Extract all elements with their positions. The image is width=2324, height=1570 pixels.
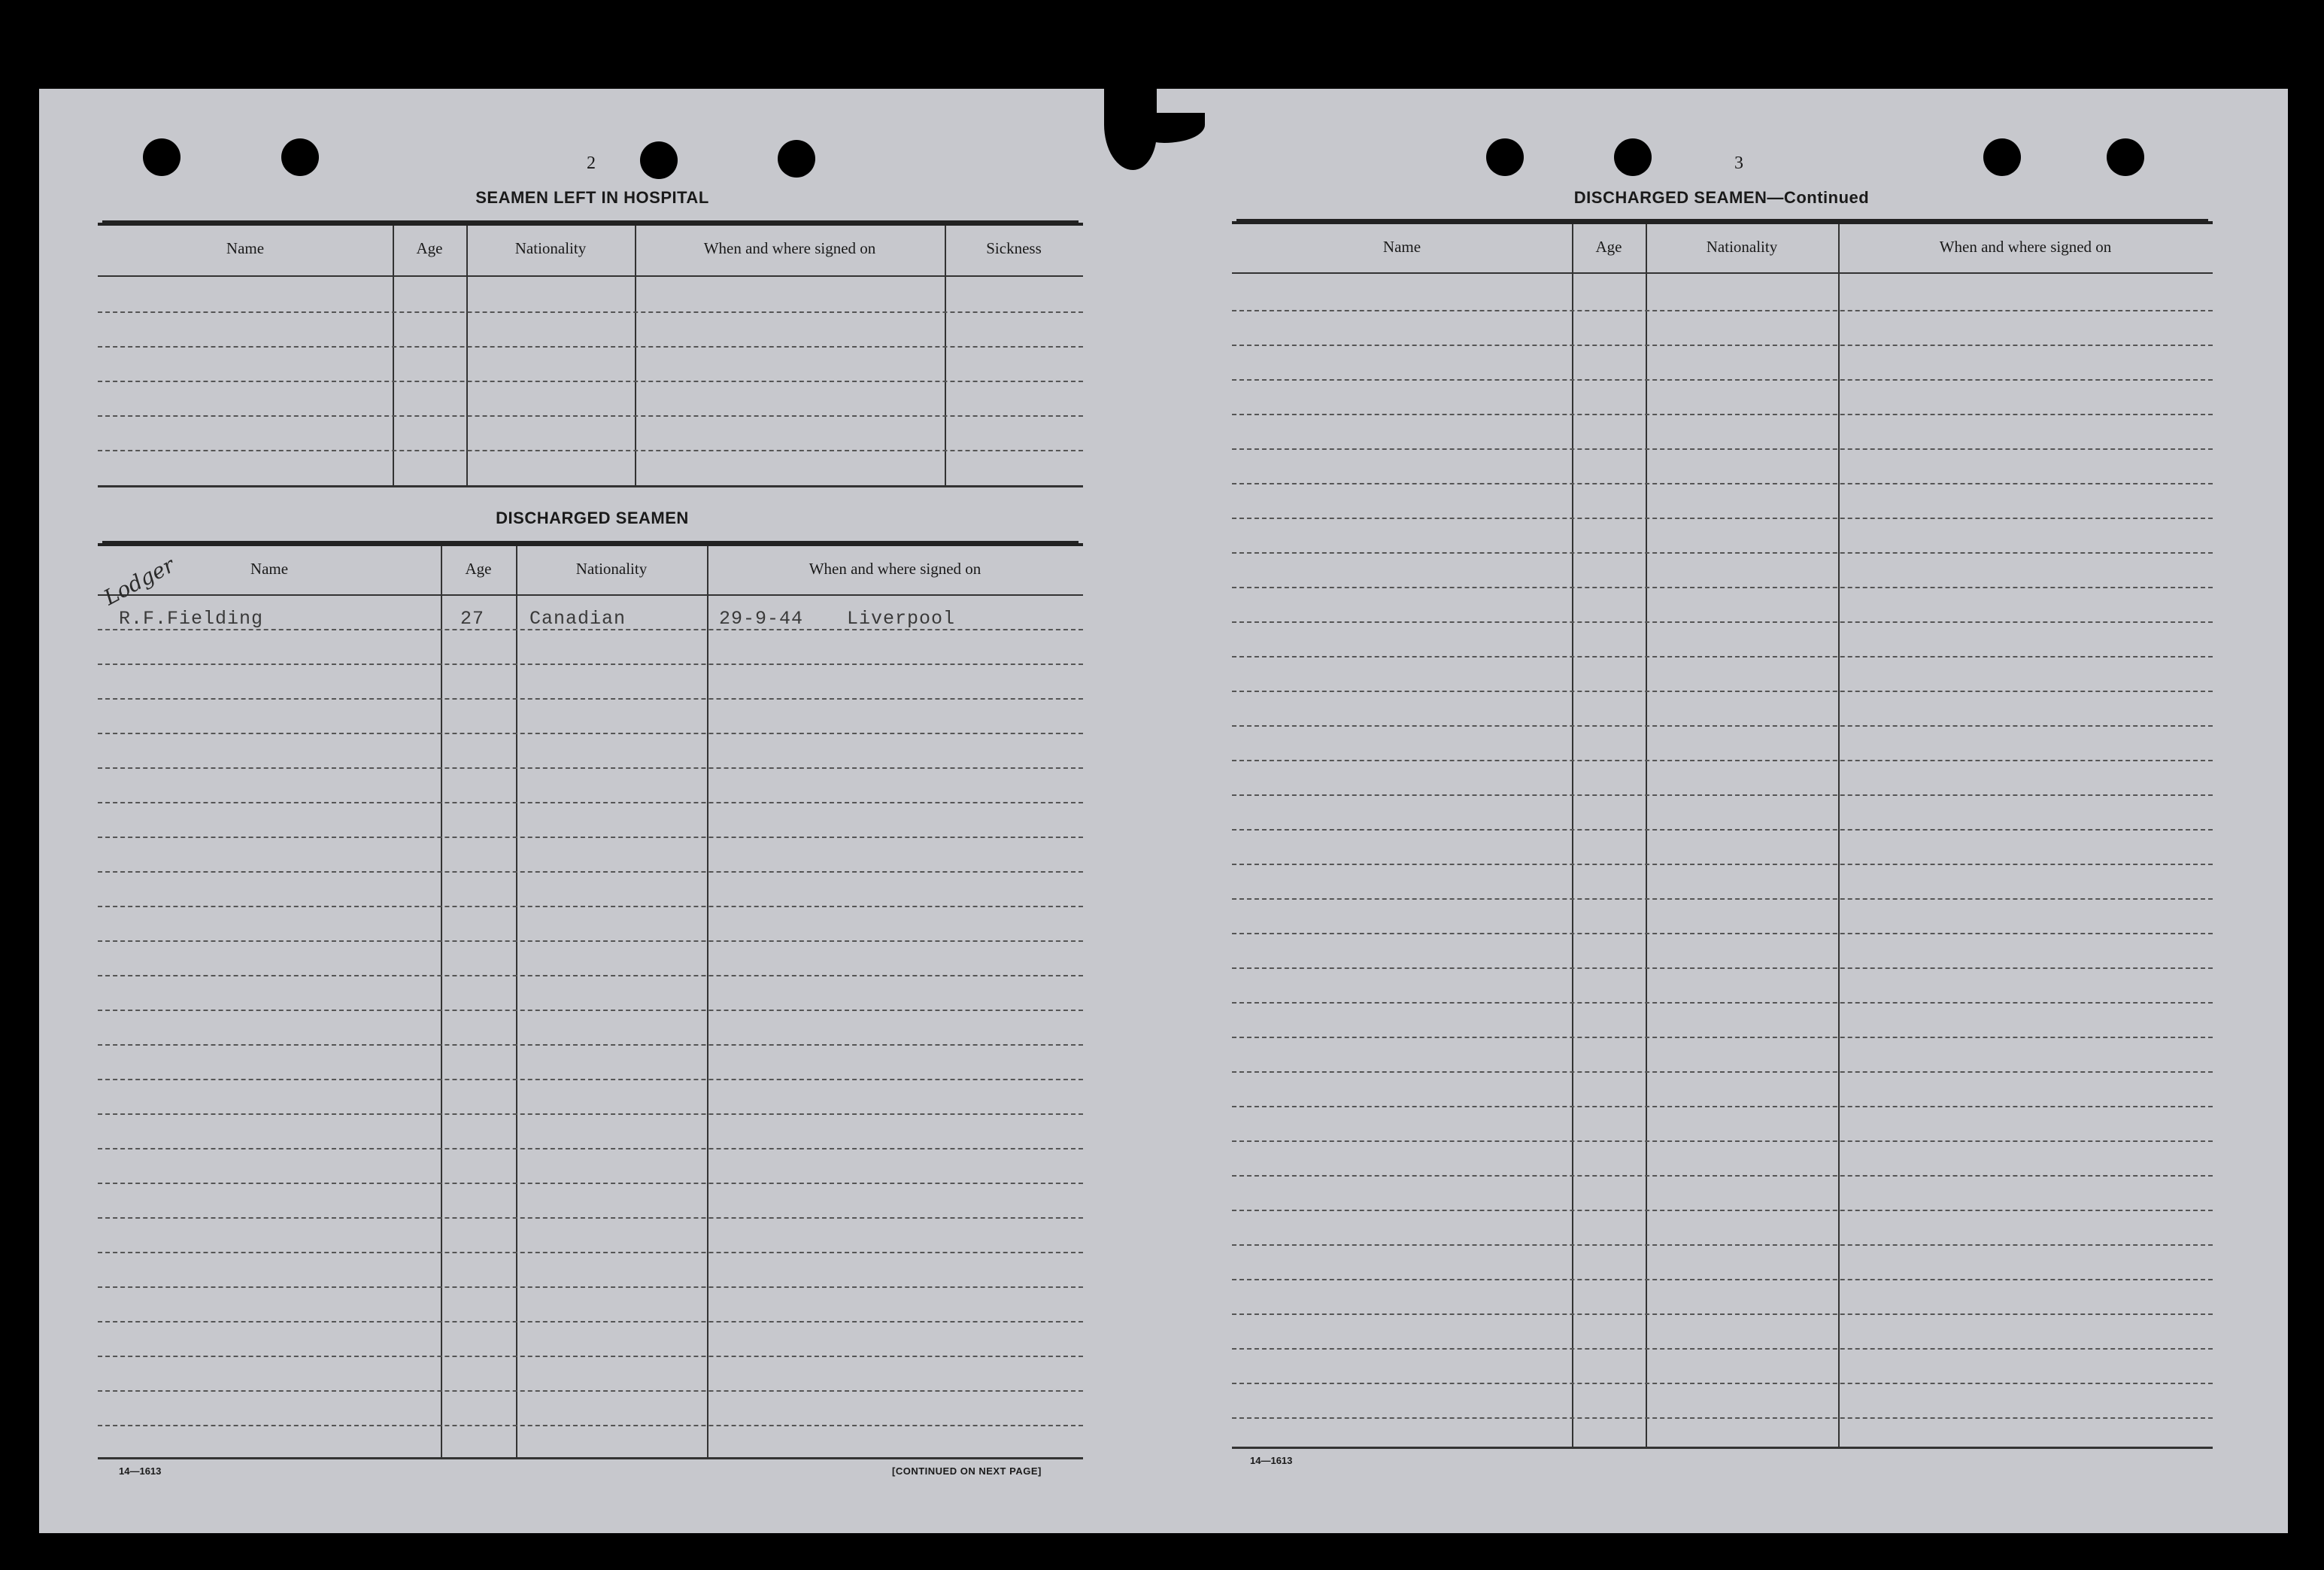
table-row [98,1183,1083,1184]
punch-hole [143,138,181,176]
table-row [98,837,1083,838]
table-row [1232,760,2213,761]
entry-age: 27 [460,608,485,630]
table-row [98,1010,1083,1011]
right-col-name: Name [1382,238,1421,256]
entry-name: R.F.Fielding [119,608,264,630]
table-row [98,975,1083,976]
table-row [1232,1175,2213,1177]
table-row [98,346,1083,348]
hospital-col-signed-on: When and where signed on [703,239,876,257]
table-row [1232,829,2213,831]
table-row [1232,794,2213,796]
right-section-title: DISCHARGED SEAMEN—Continued [1573,188,1870,207]
table-row [1232,1140,2213,1142]
table-row [98,940,1083,942]
hospital-col-name: Name [226,239,265,257]
punch-hole [778,140,815,178]
table-row [1232,1313,2213,1315]
table-row [98,1425,1083,1426]
punch-hole [1614,138,1652,176]
table-row [1232,933,2213,934]
hospital-section-title: SEAMEN LEFT IN HOSPITAL [475,188,709,207]
left-form-code: 14—1613 [119,1465,162,1477]
table-row [1232,656,2213,657]
entry-signed-on-date: 29-9-44 [719,608,804,630]
discharged-table [98,543,1083,1459]
table-row [1232,1348,2213,1350]
table-row [1232,310,2213,311]
table-row [1232,414,2213,415]
discharged-col-signed-on: When and where signed on [809,560,981,578]
table-row [98,1148,1083,1149]
table-row [1232,1071,2213,1073]
right-col-age: Age [1595,238,1622,256]
table-row [1232,345,2213,346]
hospital-col-age: Age [416,239,443,257]
table-row [98,1113,1083,1115]
entry-nationality: Canadian [529,608,627,630]
table-row [98,311,1083,313]
continued-note: [CONTINUED ON NEXT PAGE] [892,1465,1042,1477]
table-row [1232,518,2213,519]
discharged-col-nationality: Nationality [575,560,648,578]
discharged-col-name: Name [250,560,289,578]
right-page-number: 3 [1734,153,1743,173]
table-row [98,906,1083,907]
table-row [1232,1037,2213,1038]
right-col-nationality: Nationality [1706,238,1778,256]
hospital-table [98,223,1083,487]
table-row [1232,1210,2213,1211]
table-row [98,1252,1083,1253]
punch-hole [1486,138,1524,176]
table-row [1232,1106,2213,1107]
table-row [1232,621,2213,623]
table-row [98,733,1083,734]
right-col-signed-on: When and where signed on [1939,238,2112,256]
table-row [1232,725,2213,727]
discharged-col-age: Age [465,560,492,578]
table-row [1232,1279,2213,1280]
table-row [98,1321,1083,1323]
right-discharged-table [1232,221,2213,1449]
table-row [98,1044,1083,1046]
table-row [1232,483,2213,484]
table-row [1232,1002,2213,1004]
table-row [1232,1244,2213,1246]
table-row [98,1217,1083,1219]
table-row [1232,967,2213,969]
entry-signed-on-place: Liverpool [847,608,956,630]
punch-hole [281,138,319,176]
table-row [98,1390,1083,1392]
table-row [1232,864,2213,865]
table-row [98,1079,1083,1080]
table-row [98,381,1083,382]
table-row [98,1356,1083,1357]
table-row [1232,448,2213,450]
table-row [98,1286,1083,1288]
table-row [1232,1417,2213,1419]
table-row [98,415,1083,417]
table-row [1232,1383,2213,1384]
table-row [1232,552,2213,554]
punch-hole [2107,138,2144,176]
table-row [1232,691,2213,692]
table-row [98,698,1083,700]
hospital-col-nationality: Nationality [514,239,587,257]
handwritten-annotation: Lodger [99,552,179,610]
table-row [98,767,1083,769]
hospital-col-sickness: Sickness [986,239,1042,257]
table-row [1232,587,2213,588]
table-row [98,802,1083,803]
table-row [98,664,1083,665]
table-row [1232,898,2213,900]
table-row [98,871,1083,873]
table-row [98,450,1083,451]
table-row [1232,379,2213,381]
discharged-section-title: DISCHARGED SEAMEN [496,509,689,527]
right-form-code: 14—1613 [1250,1455,1293,1466]
punch-hole [1983,138,2021,176]
punch-hole [640,141,678,179]
left-page-number: 2 [587,153,596,173]
